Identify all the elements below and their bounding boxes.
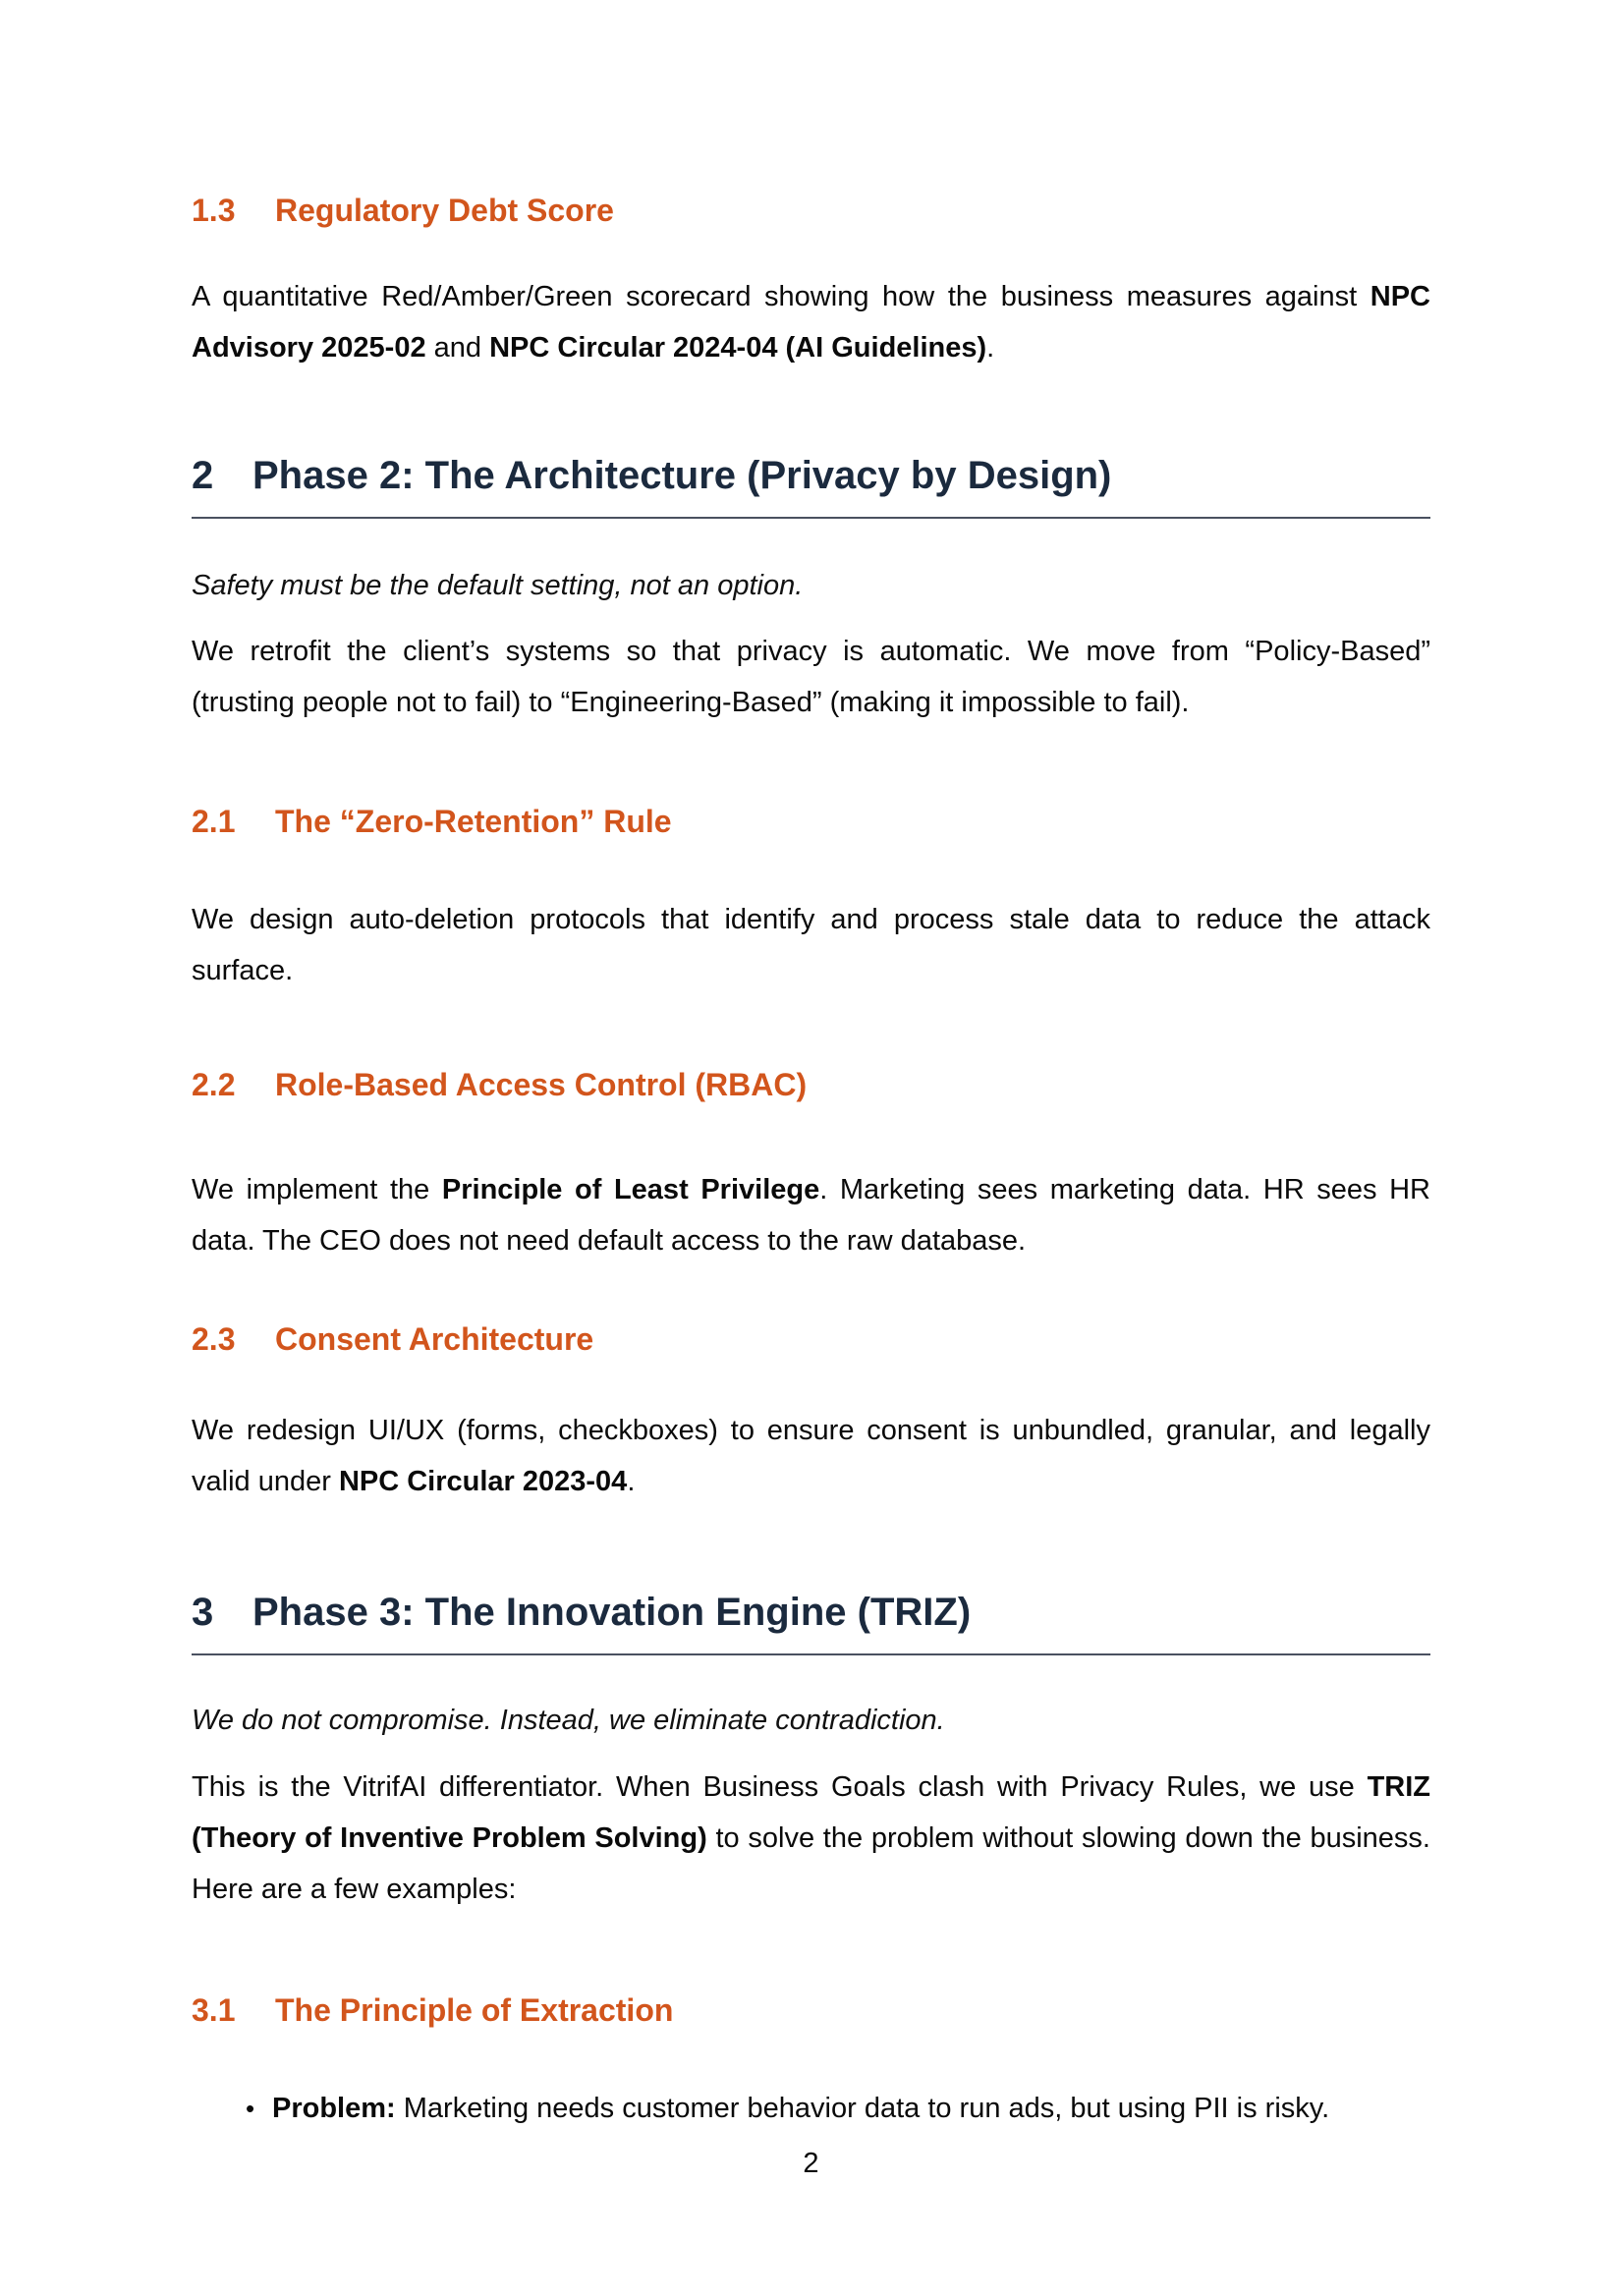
subsection-number: 2.3 bbox=[192, 1321, 236, 1357]
lead-phase-3: We do not compromise. Instead, we eliminate contradiction. bbox=[192, 1705, 945, 1736]
section-title: Phase 2: The Architecture (Privacy by Design) bbox=[252, 454, 1112, 497]
subsection-number: 2.1 bbox=[192, 804, 236, 839]
subsection-title: Consent Architecture bbox=[275, 1321, 594, 1357]
section-heading-2 bbox=[192, 452, 1430, 519]
subsection-heading-3-1 bbox=[192, 1991, 1430, 2029]
paragraph-phase-3: This is the VitrifAI differentiator. When Business Goals clash with Privacy Rules, we use TRIZ (Theory of Inventive Problem Solving) to solve the problem without slowing down the business. Here are a few examples: bbox=[192, 1771, 1430, 1905]
subsection-number: 2.2 bbox=[192, 1067, 236, 1102]
subsection-title: The “Zero-Retention” Rule bbox=[275, 804, 672, 839]
paragraph-regulatory-debt: A quantitative Red/Amber/Green scorecard showing how the business measures against NPC Advisory 2025-02 and NPC Circular 2024-04 (AI Guidelines). bbox=[192, 281, 1430, 364]
paragraph-phase-2: We retrofit the client’s systems so that privacy is automatic. We move from “Policy-Based” (trusting people not to fail) to “Engineering-Based” (making it impossible to fail). bbox=[192, 636, 1430, 718]
subsection-heading-2-1 bbox=[192, 803, 1430, 840]
paragraph-zero-retention: We design auto-deletion protocols that identify and process stale data to reduce the attack surface. bbox=[192, 904, 1430, 986]
section-heading-3 bbox=[192, 1589, 1430, 1655]
page-number: 2 bbox=[803, 2148, 819, 2179]
subsection-number: 1.3 bbox=[192, 193, 236, 228]
subsection-title: Regulatory Debt Score bbox=[275, 193, 614, 228]
list-item-problem bbox=[192, 2083, 1430, 2134]
paragraph-rbac: We implement the Principle of Least Privilege. Marketing sees marketing data. HR sees HR data. The CEO does not need default access to the raw database. bbox=[192, 1174, 1430, 1257]
list-item-text: Problem: Marketing needs customer behavior data to run ads, but using PII is risky. bbox=[272, 2093, 1330, 2124]
subsection-heading-2-3 bbox=[192, 1320, 1430, 1358]
lead-phase-2: Safety must be the default setting, not an option. bbox=[192, 570, 804, 601]
subsection-heading-1-3 bbox=[192, 192, 1430, 229]
subsection-title: The Principle of Extraction bbox=[275, 1992, 674, 2028]
section-number: 2 bbox=[192, 454, 214, 497]
subsection-number: 3.1 bbox=[192, 1992, 236, 2028]
section-title: Phase 3: The Innovation Engine (TRIZ) bbox=[252, 1591, 972, 1634]
bullet-icon: • bbox=[246, 2094, 255, 2123]
paragraph-consent: We redesign UI/UX (forms, checkboxes) to ensure consent is unbundled, granular, and legally valid under NPC Circular 2023-04. bbox=[192, 1415, 1430, 1497]
section-number: 3 bbox=[192, 1591, 214, 1634]
subsection-title: Role-Based Access Control (RBAC) bbox=[275, 1067, 808, 1102]
subsection-heading-2-2 bbox=[192, 1066, 1430, 1103]
